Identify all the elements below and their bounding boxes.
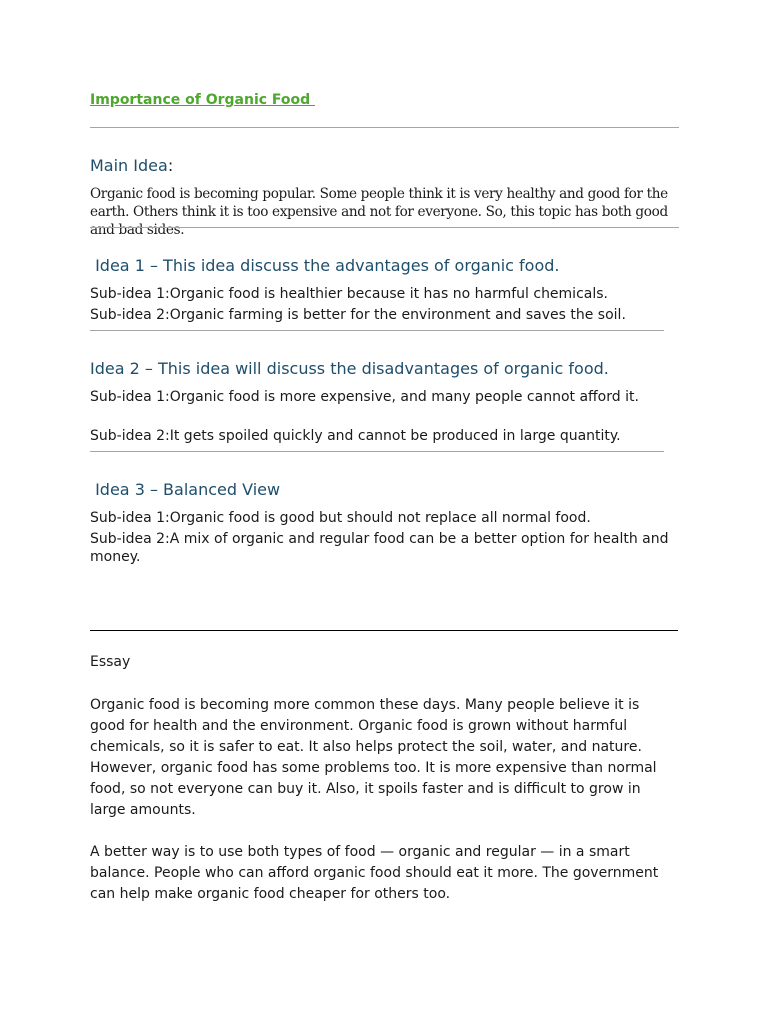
main-idea-divider xyxy=(90,227,679,228)
idea-1-divider xyxy=(90,330,664,331)
idea-3-subidea-2: Sub-idea 2:A mix of organic and regular food can be a better option for health and money. xyxy=(90,531,669,565)
main-idea-heading-text: Main Idea xyxy=(90,156,168,175)
idea-1-heading: Idea 1 – This idea discuss the advantages of organic food. xyxy=(90,256,560,275)
essay-paragraph-2: However, organic food has some problems too. It is more expensive than normal food, so not everyone can buy it. Also, it spoils faster and is difficult to grow in large amounts. xyxy=(90,760,657,818)
main-idea-text: Organic food is becoming popular. Some people think it is very healthy and good for the earth. Others think it is too expensive and not for everyone. So, this topic has both good and bad sides. xyxy=(90,186,668,238)
idea-1-subidea-1: Sub-idea 1:Organic food is healthier because it has no harmful chemicals. xyxy=(90,286,608,302)
essay-paragraph-1: Organic food is becoming more common these days. Many people believe it is good for health and the environment. Organic food is grown without harmful chemicals, so it is safer to eat. It also helps protect the soil, water, and nature. xyxy=(90,697,642,755)
document-title: Importance of Organic Food xyxy=(90,92,316,108)
essay-label: Essay xyxy=(90,654,131,670)
title-divider xyxy=(90,127,679,128)
idea-2-subidea-2: Sub-idea 2:It gets spoiled quickly and cannot be produced in large quantity. xyxy=(90,428,621,444)
essay-divider xyxy=(90,630,678,631)
idea-2-heading: Idea 2 – This idea will discuss the disadvantages of organic food. xyxy=(90,359,609,378)
idea-2-divider xyxy=(90,451,664,452)
idea-1-subidea-2: Sub-idea 2:Organic farming is better for the environment and saves the soil. xyxy=(90,307,626,323)
main-idea-colon: : xyxy=(167,156,174,175)
idea-3-heading: Idea 3 – Balanced View xyxy=(90,480,281,499)
essay-body xyxy=(90,695,678,905)
main-idea-heading xyxy=(90,156,173,175)
idea-3-subidea-1: Sub-idea 1:Organic food is good but should not replace all normal food. xyxy=(90,510,591,526)
idea-2-subidea-1: Sub-idea 1:Organic food is more expensive, and many people cannot afford it. xyxy=(90,389,639,405)
essay-paragraph-3: A better way is to use both types of food — organic and regular — in a smart balance. People who can afford organic food should eat it more. The government can help make organic food cheaper for others too. xyxy=(90,844,659,902)
